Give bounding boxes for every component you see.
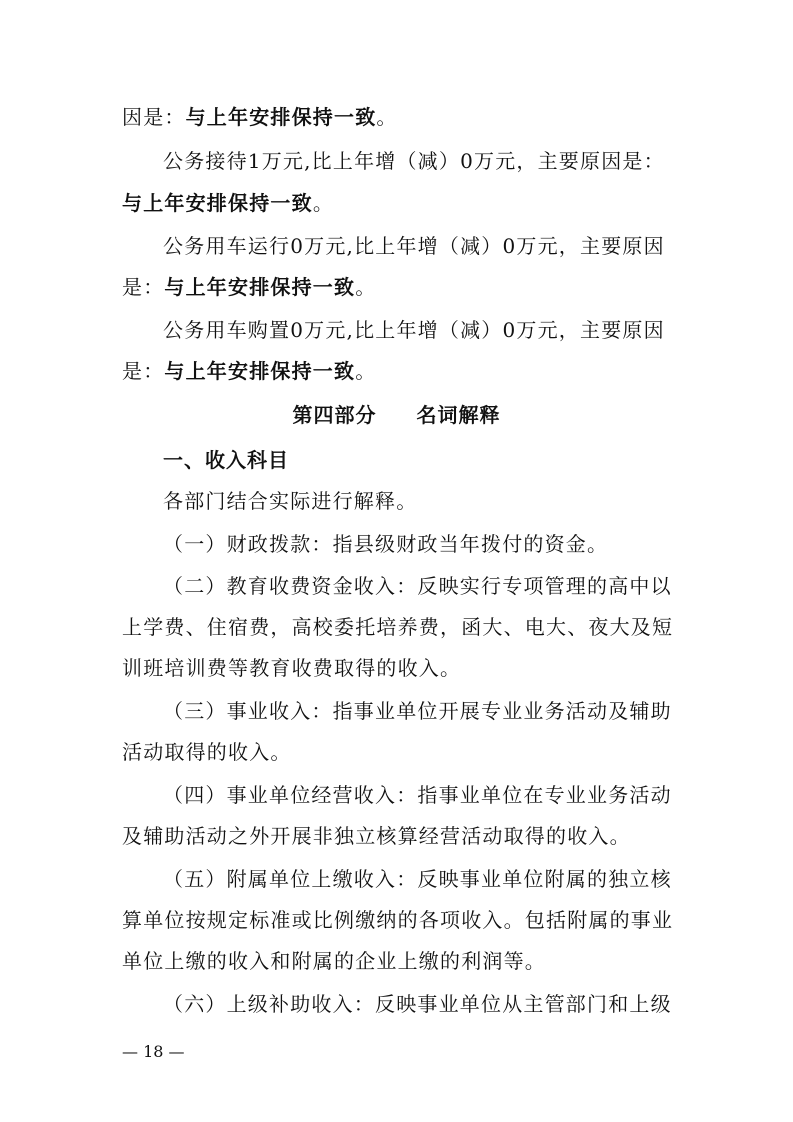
paragraph-line: 上学费、住宿费，高校委托培养费，函大、电大、夜大及短 — [122, 615, 674, 639]
text-tail: 。 — [312, 191, 335, 215]
section-title: 名词解释 — [416, 403, 501, 427]
paragraph-line: 及辅助活动之外开展非独立核算经营活动取得的收入。 — [122, 824, 631, 848]
paragraph-line: （六）上级补助收入：反映事业单位从主管部门和上级 — [163, 992, 672, 1016]
text-bold: 与上年安排保持一致 — [164, 359, 356, 383]
text-normal: 是： — [122, 275, 165, 299]
text-normal: 公务用车运行0万元,比上年增（减）0万元，主要原因 — [163, 234, 665, 258]
text-bold: 与上年安排保持一致 — [122, 191, 313, 215]
text-line — [163, 316, 665, 344]
text-normal: 公务用车购置0万元,比上年增（减）0万元，主要原因 — [163, 318, 665, 342]
text-tail: 。 — [355, 275, 377, 299]
text-bold: 与上年安排保持一致 — [185, 105, 377, 129]
text-line — [122, 103, 398, 131]
paragraph-line: 单位上缴的收入和附属的企业上缴的利润等。 — [122, 949, 546, 973]
page-number: — 18 — — [122, 1042, 185, 1061]
paragraph-line: （四）事业单位经营收入：指事业单位在专业业务活动 — [163, 783, 672, 807]
text-tail: 。 — [376, 105, 398, 129]
paragraph-line: （二）教育收费资金收入：反映实行专项管理的高中以 — [163, 574, 672, 598]
text-line — [122, 273, 376, 301]
paragraph-line: （三）事业收入：指事业单位开展专业业务活动及辅助 — [163, 699, 672, 723]
text-line — [163, 232, 665, 260]
paragraph-line: （一）财政拨款：指县级财政当年拨付的资金。 — [163, 532, 609, 556]
section-part: 第四部分 — [292, 403, 377, 427]
paragraph-line: 活动取得的收入。 — [122, 740, 292, 764]
paragraph-line: 各部门结合实际进行解释。 — [163, 489, 418, 513]
paragraph-line: 训班培训费等教育收费取得的收入。 — [122, 656, 462, 680]
paragraph-line: （五）附属单位上缴收入：反映事业单位附属的独立核 — [163, 867, 672, 891]
text-normal: 因是： — [122, 105, 186, 129]
subheading: 一、收入科目 — [163, 448, 289, 472]
text-normal: 是： — [122, 359, 165, 383]
text-line — [122, 189, 334, 217]
text-line — [122, 357, 376, 385]
text-bold: 与上年安排保持一致 — [164, 275, 356, 299]
section-heading — [0, 401, 793, 429]
text-tail: 。 — [355, 359, 377, 383]
paragraph-line: 算单位按规定标准或比例缴纳的各项收入。包括附属的事业 — [122, 908, 674, 932]
text-line — [163, 147, 665, 175]
text-normal: 公务接待1万元,比上年增（减）0万元，主要原因是： — [163, 149, 665, 173]
